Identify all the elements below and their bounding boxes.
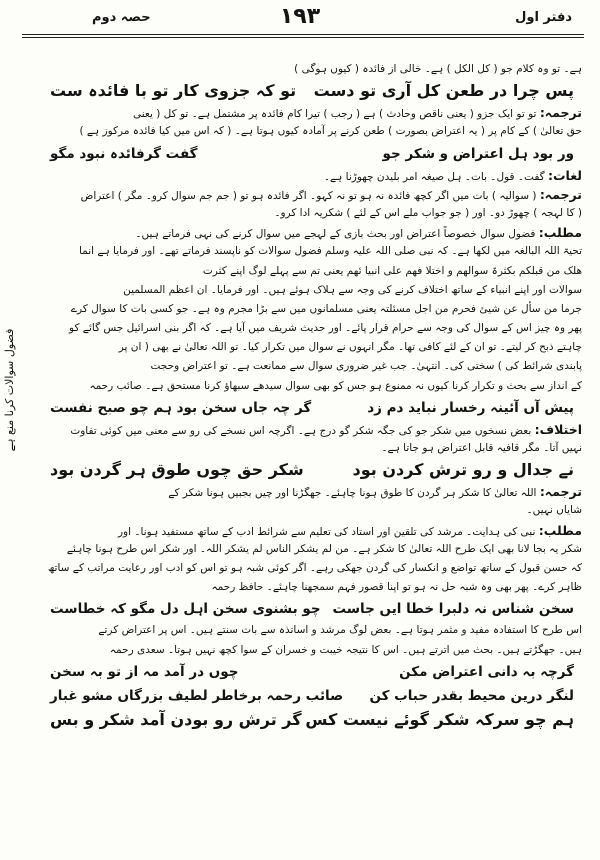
- line-text: تحیۃ اللہ البالغہ میں لکھا ہے۔ کہ نبی صلی اللہ علیہ وسلم فضول سوالات کو ناپسند فرماتے تھے۔ اور فرمایا ہے انما: [78, 245, 582, 258]
- line-text: اس طرح کا استفادہ مفید و مثمر ہوتا ہے۔ بعض لوگ مرشد و اساتذہ سے بات سنتے ہیں۔ اس پر اعتراض کرتے: [98, 624, 582, 637]
- verse-line: [42, 458, 582, 482]
- text-line: [42, 578, 582, 597]
- section-label: مطلب:: [538, 522, 582, 538]
- text-line: [42, 166, 582, 185]
- text-line: [42, 641, 582, 660]
- section-label: لغات:: [547, 167, 582, 183]
- text-line: [42, 223, 582, 242]
- verse-hemistich-first: گفت گرفائدہ نبود مگو: [50, 145, 198, 162]
- line-text: ہیں۔ جھگڑتے ہیں۔ بحث میں اترتے ہیں۔ اس کا نتیجہ خیبت و خسران کے سوا کچھ نہیں ہوتا۔ سعدی رحمہ: [109, 643, 582, 656]
- section-label: ترجمہ:: [539, 186, 582, 202]
- line-text: کہ حسن قبول کے ساتھ تواضع و انکسار کی گردن جھکی رہے۔ اگر کوئی شبہ ہو تو اس کو ادب اور رعایت مراتب کے ساتھ: [47, 561, 582, 574]
- line-text: پابندی شرائط کی ) سختی کی۔ انتہیٰ۔ جب غیر ضروری سوال سے ممانعت ہے۔ تو اعتراض وحجت: [150, 360, 582, 373]
- line-text: چاہتے ذبح کر لیتے۔ تو ان کے لئے کافی تھا۔ مگر انہوں نے سوال میں تکرار کیا۔ تو اللہ تعالیٰ نے بھی ( ان پر: [118, 341, 582, 354]
- verse-hemistich-second: لنگر درین محیط بقدر حباب کن: [369, 687, 574, 704]
- page-number: ۱۹۳: [279, 4, 321, 29]
- line-text: ظاہر کرے۔ پھر بھی وہ شبہ حل نہ ہو تو اپنا قصور فہم سمجھنا چاہئے۔ حافظ رحمہ: [211, 581, 582, 594]
- text-line: [42, 482, 582, 501]
- verse-hemistich-first: شکر حق چوں طوق ہر گردن بود: [50, 460, 304, 480]
- page-body: [42, 60, 582, 732]
- text-line: [42, 540, 582, 559]
- header-left: حصہ دوم: [92, 10, 151, 25]
- line-text: نہیں آتا۔ مگر قافیہ قابل اعتراض ہو جاتا ہے۔: [381, 442, 582, 454]
- text-line: [42, 60, 582, 79]
- verse-hemistich-first: صائب رحمہ برخاطر لطیف بزرگاں مشو غبار: [50, 687, 344, 704]
- text-line: [42, 204, 582, 223]
- section-label: ترجمہ:: [539, 484, 582, 500]
- header-right: دفتر اول: [515, 10, 572, 25]
- line-text: شایاں نہیں۔: [526, 504, 582, 517]
- text-line: [42, 420, 582, 439]
- text-line: [42, 262, 582, 281]
- text-line: [42, 319, 582, 338]
- verse-line: [42, 79, 582, 103]
- verse-hemistich-second: ہم چو سرکہ شکر گوئے نیست کس: [305, 709, 574, 729]
- verse-line: [42, 396, 582, 420]
- text-line: [42, 122, 582, 141]
- header-rule: [22, 34, 584, 35]
- line-text: حق تعالیٰ ) کے کام پر ( یہ اعتراض بصورت ) طعن کرنے پر آمادہ کیوں ہوتا ہے۔ ( کہ اس میں کیا فائدہ مرکوز ہے ): [79, 125, 582, 138]
- text-line: [42, 357, 582, 376]
- line-text: اللہ تعالیٰ کا شکر ہر گردن کا طوق ہونا چاہئے۔ جھگڑنا اور چیں بجبیں ہونا شکر کے: [168, 487, 537, 500]
- verse-hemistich-second: پیش آں آئینہ رخسار نباید دم زد: [367, 399, 574, 416]
- line-text: گفت۔ قول۔ بات۔ ہل صیغہ امر بلیدن چھوڑنا ہے۔: [323, 170, 545, 183]
- text-line: [42, 501, 582, 520]
- line-text: جرما من سأل عن شیئ فحرم من اجل مسئلتہ یعنی مسلمانوں میں سے بڑا مجرم وہ ہے۔ جو کسی بات کا سوال کرے: [70, 302, 582, 315]
- section-label: ترجمہ:: [539, 105, 582, 121]
- line-text: بعض نسخوں میں شکر جو کی جگہ شکر گو درج ہے۔ اگرچہ اس نسخے کی رو سے معنی میں کوئی تفاوت: [70, 424, 532, 437]
- text-line: [42, 185, 582, 204]
- text-line: [42, 521, 582, 540]
- line-text: کے انداز سے بحث و تکرار کرنا کیوں نہ ممنوع ہو جس کو بھی سوال سیدھے سبھاؤ کرنا مستحق ہے۔ صائب رحمہ: [89, 379, 582, 392]
- verse-hemistich-second: سخن شناس نہ دلبرا خطا ایں جاست: [332, 601, 574, 618]
- text-line: [42, 300, 582, 319]
- header-rule-inner: [22, 37, 584, 38]
- verse-hemistich-first: چوں در آمد مہ از تو بہ سخن: [50, 663, 239, 680]
- verse-hemistich-second: نے جدال و رو ترش کردن بود: [352, 460, 574, 480]
- line-text: شکر یہ بجا لانا بھی ایک طرح اللہ تعالیٰ کا شکر ہے۔ من لم یشکر الناس لم یشکر اللہ۔ اور شکر اس طرح ہونا چاہئے: [66, 542, 582, 555]
- verse-hemistich-second: پس چرا در طعن کل آری تو دست: [313, 81, 574, 101]
- line-text: ھلک من قبلکم بکثرۃ سوالھم و اختلا فھم علی انبیا ئھم یعنی تم سے پہلے لوگ اپنے کثرت: [202, 264, 582, 277]
- text-line: [42, 439, 582, 458]
- line-text: ہے۔ تو وہ کلام جو ( کل الکل ) ہے۔ خالی از فائدہ ( کیوں ہوگی ): [294, 63, 582, 75]
- section-label: اختلاف:: [534, 421, 582, 437]
- verse-line: [42, 142, 582, 166]
- line-text: ( کا لہجہ ) چھوڑ دو۔ اور ( جو جواب ملے اس کے لئے ) شکریہ ادا کرو۔: [274, 206, 582, 219]
- text-line: [42, 338, 582, 357]
- verse-line: [42, 597, 582, 621]
- verse-line: [42, 684, 582, 708]
- line-text: تو تو ایک جزو ( یعنی ناقص وحادث ) ہے ( رجب ) تیرا کام فائدہ پر مشتمل ہے۔ تو کل ( یعنی: [132, 108, 537, 121]
- line-text: نبی کی ہدایت۔ مرشد کی تلقین اور استاد کی تعلیم سے شرائط ادب کے ساتھ مستفید ہونا۔ اور: [117, 525, 536, 538]
- verse-hemistich-first: چو بشنوی سخن اہل دل مگو کہ خطاست: [50, 601, 321, 618]
- text-line: [42, 103, 582, 122]
- text-line: [42, 621, 582, 640]
- section-label: مطلب:: [538, 225, 582, 241]
- verse-line: [42, 660, 582, 684]
- text-line: [42, 377, 582, 396]
- verse-hemistich-first: گر چہ جاں سخن بود ہم چو صبح نفست: [50, 399, 312, 416]
- line-text: پھر وہ چیز اس کے سوال کی وجہ سے حرام قرار پائے۔ اور حدیث شریف میں آیا ہے۔ کہ اگر بنی اسرائیل جس گائے کو: [69, 322, 582, 335]
- verse-hemistich-second: گرچہ بہ دانی اعتراض مکن: [399, 663, 574, 680]
- line-text: فضول سوال خصوصاً اعتراض اور بحث بازی کے لہجے میں سوال کرنے کی نہی فرماتے ہیں۔: [135, 228, 536, 241]
- verse-line: [42, 708, 582, 732]
- verse-hemistich-first: گر ترش رو بودن آمد شکر و بس: [50, 709, 302, 729]
- verse-hemistich-first: تو کہ جزوی کار تو با فائدہ ست: [50, 81, 297, 101]
- text-line: [42, 281, 582, 300]
- line-text: سوالات اور اپنے انبیاء کے ساتھ اختلاف کرنے کی وجہ سے ہلاک ہوئے ہیں۔ اور فرمایا۔ ان اعظم المسلمین: [123, 283, 582, 296]
- verse-hemistich-second: ور بود ہل اعتراض و شکر جو: [382, 145, 574, 162]
- text-line: [42, 559, 582, 578]
- text-line: [42, 242, 582, 261]
- margin-note: فضول سوالات کرنا منع ہے: [3, 328, 16, 452]
- line-text: ( سوالیہ ) بات میں اگر کچھ فائدہ نہ ہو تو نہ کہو۔ اگر فائدہ ہو تو ( جم جم سوال کرو۔ مگر ) اعتراض: [80, 189, 537, 202]
